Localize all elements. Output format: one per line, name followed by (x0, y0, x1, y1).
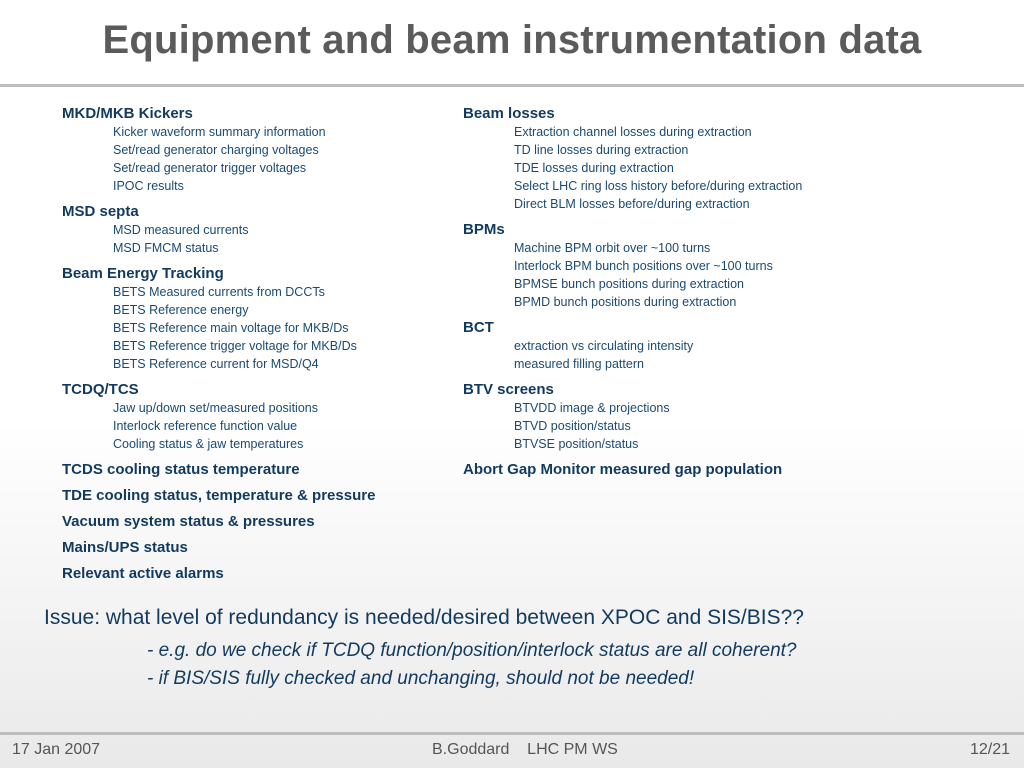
section-sub-item: TD line losses during extraction (514, 143, 689, 157)
section-title: MKD/MKB Kickers (62, 105, 193, 122)
footer-page-number: 12/21 (969, 741, 1010, 758)
slide-title: Equipment and beam instrumentation data (102, 18, 922, 62)
section-sub-item: Kicker waveform summary information (113, 125, 326, 139)
section-sub-item: BETS Reference current for MSD/Q4 (113, 357, 319, 371)
section-title: TCDQ/TCS (62, 381, 139, 398)
section-sub-item: BETS Reference trigger voltage for MKB/Ds (113, 339, 357, 353)
footer-event: LHC PM WS (527, 741, 618, 758)
section-sub-item: Machine BPM orbit over ~100 turns (514, 241, 711, 255)
section-sub-item: extraction vs circulating intensity (514, 339, 694, 353)
section-sub-item: MSD measured currents (113, 223, 249, 237)
section-title: BPMs (463, 221, 505, 238)
section-sub-item: BTVDD image & projections (514, 401, 670, 415)
section-sub-item: measured filling pattern (514, 357, 644, 371)
section-sub-item: TDE losses during extraction (514, 161, 674, 175)
section-sub-item: Direct BLM losses before/during extraction (514, 197, 750, 211)
section-sub-item: BPMSE bunch positions during extraction (514, 277, 744, 291)
issue-statement: Issue: what level of redundancy is needed/desired between XPOC and SIS/BIS?? (44, 606, 804, 629)
section-title: TCDS cooling status temperature (62, 461, 300, 478)
section-sub-item: Extraction channel losses during extraction (514, 125, 752, 139)
section-title: Beam losses (463, 105, 555, 122)
section-sub-item: Jaw up/down set/measured positions (113, 401, 318, 415)
section-sub-item: Set/read generator trigger voltages (113, 161, 307, 175)
footer-center (432, 741, 618, 759)
section-title: Vacuum system status & pressures (62, 513, 315, 530)
section-sub-item: Interlock reference function value (113, 419, 298, 433)
section-sub-item: BTVD position/status (514, 419, 631, 433)
left-column (62, 104, 462, 583)
section-title: Relevant active alarms (62, 565, 224, 582)
section-sub-item: BETS Reference energy (113, 303, 249, 317)
section-title: Abort Gap Monitor measured gap population (463, 461, 783, 478)
section-title: MSD septa (62, 203, 139, 220)
section-sub-item: BPMD bunch positions during extraction (514, 295, 737, 309)
title-divider (0, 84, 1024, 87)
issue-note-1: - e.g. do we check if TCDQ function/position/interlock status are all coherent? (147, 640, 797, 661)
section-sub-item: Interlock BPM bunch positions over ~100 turns (514, 259, 773, 273)
section-sub-item: BETS Measured currents from DCCTs (113, 285, 325, 299)
section-sub-item: BETS Reference main voltage for MKB/Ds (113, 321, 349, 335)
section-sub-item: Cooling status & jaw temperatures (113, 437, 304, 451)
footer-author: B.Goddard (432, 741, 510, 758)
section-title: Mains/UPS status (62, 539, 188, 556)
section-title: BTV screens (463, 381, 554, 398)
footer-date: 17 Jan 2007 (12, 741, 101, 758)
section-title: BCT (463, 319, 494, 336)
right-column (463, 104, 863, 479)
section-title: TDE cooling status, temperature & pressure (62, 487, 376, 504)
section-sub-item: BTVSE position/status (514, 437, 639, 451)
section-title: Beam Energy Tracking (62, 265, 224, 282)
section-sub-item: IPOC results (113, 179, 184, 193)
footer-divider (0, 732, 1024, 735)
issue-note-2: - if BIS/SIS fully checked and unchanging, should not be needed! (147, 668, 695, 689)
section-sub-item: MSD FMCM status (113, 241, 219, 255)
section-sub-item: Set/read generator charging voltages (113, 143, 319, 157)
section-sub-item: Select LHC ring loss history before/during extraction (514, 179, 803, 193)
